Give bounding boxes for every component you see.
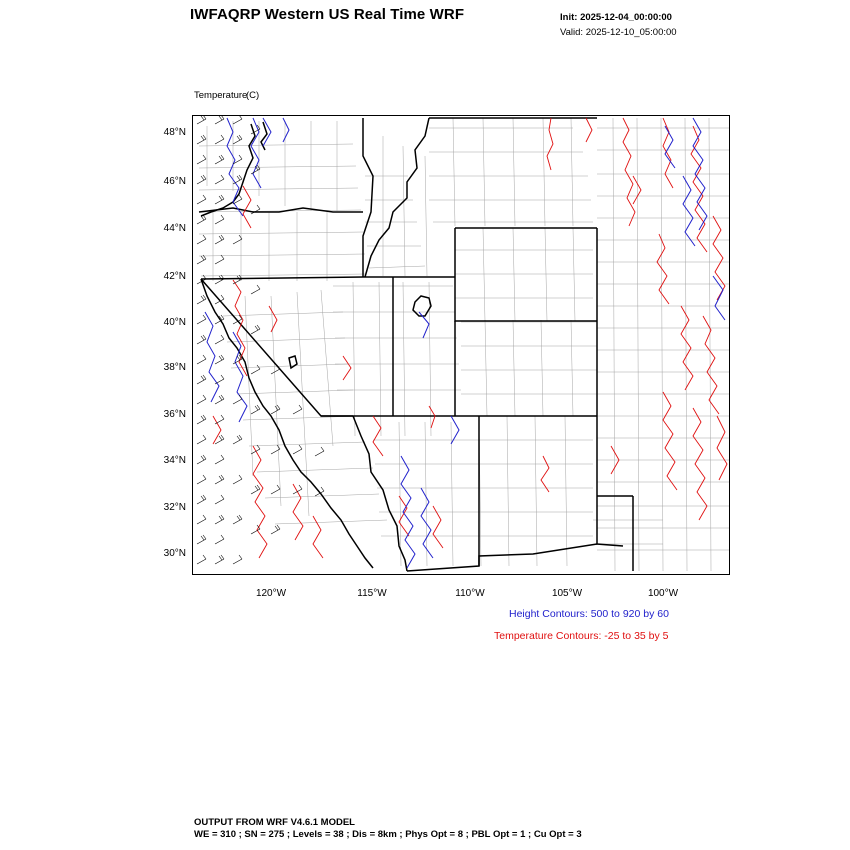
y-tick-label: 46°N	[163, 176, 186, 187]
state-boundaries	[199, 118, 633, 571]
valid-value: 2025-12-10_05:00:00	[585, 27, 677, 38]
map-plot-area[interactable]	[192, 115, 730, 575]
valid-label: Valid:	[560, 27, 584, 38]
x-tick-label: 110°W	[455, 588, 485, 599]
x-tick-label: 115°W	[357, 588, 387, 599]
x-tick-label: 120°W	[255, 588, 287, 599]
x-tick-label: 105°W	[551, 588, 583, 599]
model-output-line: OUTPUT FROM WRF V4.6.1 MODEL	[194, 817, 355, 828]
valid-time-line	[560, 27, 677, 38]
temperature-contours	[213, 118, 727, 558]
y-tick-label: 36°N	[163, 409, 186, 420]
init-value: 2025-12-04_00:00:00	[580, 12, 672, 23]
county-boundaries	[199, 118, 730, 571]
y-tick-label: 30°N	[163, 548, 186, 559]
variable-name: Temperature	[194, 90, 248, 101]
y-tick-label: 32°N	[163, 502, 186, 513]
y-tick-label: 48°N	[163, 127, 186, 138]
init-label: Init:	[560, 12, 578, 23]
y-tick-label: 44°N	[163, 223, 186, 234]
temperature-contours-note: Temperature Contours: -25 to 35 by 5	[494, 630, 669, 642]
page-title: IWFAQRP Western US Real Time WRF	[190, 6, 465, 23]
init-time-line	[560, 12, 672, 23]
height-contours	[205, 118, 725, 568]
y-tick-label: 34°N	[163, 455, 186, 466]
x-tick-label: 100°W	[647, 588, 679, 599]
model-config-line: WE = 310 ; SN = 275 ; Levels = 38 ; Dis = 8km ; Phys Opt = 8 ; PBL Opt = 1 ; Cu Opt = 3	[194, 829, 582, 840]
y-tick-label: 42°N	[163, 271, 186, 282]
height-contours-note: Height Contours: 500 to 920 by 60	[509, 608, 669, 620]
y-tick-label: 40°N	[163, 317, 186, 328]
variable-legend-row	[194, 89, 264, 103]
variable-unit: (C)	[246, 90, 260, 101]
y-tick-label: 38°N	[163, 362, 186, 373]
